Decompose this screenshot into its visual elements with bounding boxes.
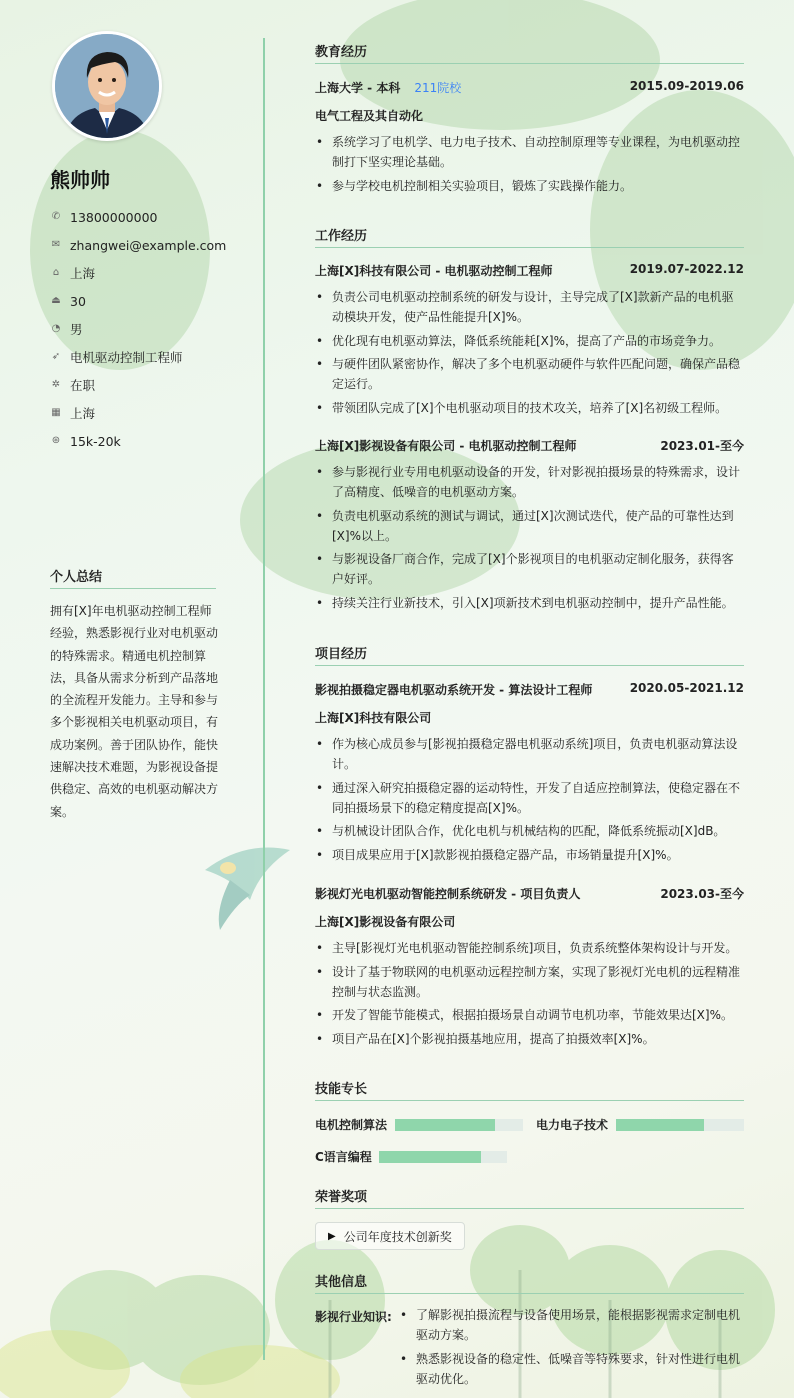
contact-phone xyxy=(50,203,226,231)
school-tag: 211院校 xyxy=(414,81,462,95)
list-item: • 项目产品在[X]个影视拍摄基地应用，提高了拍摄效率[X]%。 xyxy=(315,1029,744,1049)
job-row xyxy=(315,437,744,454)
skill-bar xyxy=(395,1119,523,1131)
skill-item xyxy=(536,1116,744,1133)
job-heading: 上海[X]科技有限公司 - 电机驱动控制工程师 xyxy=(315,264,553,278)
skill-name: 电机控制算法 xyxy=(315,1118,388,1132)
skill-bar-fill xyxy=(395,1119,495,1131)
list-item: • 开发了智能节能模式，根据拍摄场景自动调节电机功率，节能效果达[X]%。 xyxy=(315,1005,744,1025)
project-period: 2023.03-至今 xyxy=(660,887,744,901)
contact-text: 13800000000 xyxy=(70,209,158,225)
play-icon: ▶ xyxy=(328,1230,336,1242)
contact-text: zhangwei@example.com xyxy=(70,237,227,253)
skill-bar xyxy=(379,1151,507,1163)
list-item: • 参与学校电机控制相关实验项目，锻炼了实践操作能力。 xyxy=(315,176,744,196)
project-company: 上海[X]科技有限公司 xyxy=(315,711,432,725)
skills-title: 技能专长 xyxy=(315,1078,744,1101)
job-bullets xyxy=(315,287,744,421)
other-bullets xyxy=(399,1305,744,1392)
skill-item xyxy=(315,1116,523,1133)
contact-status xyxy=(50,371,226,399)
list-item: • 了解影视拍摄流程与设备使用场景，能根据影视需求定制电机驱动方案。 xyxy=(399,1305,744,1345)
skill-name: 电力电子技术 xyxy=(536,1118,609,1132)
list-item: • 系统学习了电机学、电力电子技术、自动控制原理等专业课程，为电机驱动控制打下坚实理论基础。 xyxy=(315,132,744,172)
gender-icon: ◔ xyxy=(51,323,61,334)
contact-text: 上海 xyxy=(70,406,96,421)
list-item: • 与机械设计团队合作，优化电机与机械结构的匹配，降低系统振动[X]dB。 xyxy=(315,821,744,841)
job-heading: 上海[X]影视设备有限公司 - 电机驱动控制工程师 xyxy=(315,439,577,453)
list-item: • 熟悉影视设备的稳定性、低噪音等特殊要求，针对性进行电机驱动优化。 xyxy=(399,1349,744,1389)
list-item: • 参与影视行业专用电机驱动设备的开发，针对影视拍摄场景的特殊需求，设计了高精度、低噪音的电机驱动方案。 xyxy=(315,462,744,502)
project-company: 上海[X]影视设备有限公司 xyxy=(315,915,456,929)
building-icon: ▦ xyxy=(51,407,61,418)
contact-text: 在职 xyxy=(70,378,96,393)
project-heading: 影视灯光电机驱动智能控制系统研发 - 项目负责人 xyxy=(315,887,581,901)
contact-text: 15k-20k xyxy=(70,433,121,449)
project-bullets xyxy=(315,938,744,1052)
home-icon: ⌂ xyxy=(52,267,60,278)
list-item: • 设计了基于物联网的电机驱动远程控制方案，实现了影视灯光电机的远程精准控制与状态监测。 xyxy=(315,962,744,1002)
project-bullets xyxy=(315,734,744,868)
avatar xyxy=(55,34,159,138)
award-toggle-button[interactable] xyxy=(315,1222,465,1250)
project-row xyxy=(315,681,744,698)
skill-bar xyxy=(616,1119,744,1131)
job-bullets xyxy=(315,462,744,616)
job-row xyxy=(315,262,744,279)
skill-bar-fill xyxy=(616,1119,704,1131)
list-item: • 与影视设备厂商合作，完成了[X]个影视项目的电机驱动定制化服务，获得客户好评。 xyxy=(315,549,744,589)
contact-list xyxy=(50,203,226,455)
status-icon: ✲ xyxy=(51,379,61,390)
list-item: • 作为核心成员参与[影视拍摄稳定器电机驱动系统]项目，负责电机驱动算法设计。 xyxy=(315,734,744,774)
skill-name: C语言编程 xyxy=(315,1150,372,1164)
list-item: • 通过深入研究拍摄稳定器的运动特性，开发了自适应控制算法，使稳定器在不同拍摄场景下的稳定精度提高[X]%。 xyxy=(315,778,744,818)
contact-age xyxy=(50,287,226,315)
project-heading: 影视拍摄稳定器电机驱动系统开发 - 算法设计工程师 xyxy=(315,683,593,697)
summary-text: 拥有[X]年电机驱动控制工程师经验，熟悉影视行业对电机驱动的特殊需求。精通电机控制算法，具备从需求分析到产品落地的全流程开发能力。主导和参与多个影视相关电机驱动项目，有成功案例。善于团队协作，能快速解决技术难题，为影视设备提供稳定、高效的电机驱动解决方案。 xyxy=(50,604,219,819)
list-item: • 负责公司电机驱动控制系统的研发与设计，主导完成了[X]款新产品的电机驱动模块开发，使产品性能提升[X]%。 xyxy=(315,287,744,327)
work-title: 工作经历 xyxy=(315,225,744,248)
list-item: • 优化现有电机驱动算法，降低系统能耗[X]%，提高了产品的市场竞争力。 xyxy=(315,331,744,351)
education-row xyxy=(315,79,744,96)
list-item: • 持续关注行业新技术，引入[X]项新技术到电机驱动控制中，提升产品性能。 xyxy=(315,593,744,613)
education-major: 电气工程及其自动化 xyxy=(315,109,424,123)
skill-bar-fill xyxy=(379,1151,481,1163)
avatar-portrait xyxy=(55,34,159,138)
list-item: • 主导[影视灯光电机驱动智能控制系统]项目，负责系统整体架构设计与开发。 xyxy=(315,938,744,958)
other-title: 其他信息 xyxy=(315,1271,744,1294)
contact-city xyxy=(50,259,226,287)
candidate-name: 熊帅帅 xyxy=(50,168,110,192)
contact-text: 男 xyxy=(70,322,83,337)
education-period: 2015.09-2019.06 xyxy=(629,79,744,93)
divider-line xyxy=(263,38,265,1360)
salary-icon: ⊛ xyxy=(51,435,61,446)
job-period: 2023.01-至今 xyxy=(660,439,744,453)
skill-item xyxy=(315,1148,507,1165)
list-item: • 带领团队完成了[X]个电机驱动项目的技术攻关，培养了[X]名初级工程师。 xyxy=(315,398,744,418)
award-label: 公司年度技术创新奖 xyxy=(343,1229,452,1244)
contact-gender xyxy=(50,315,226,343)
project-row xyxy=(315,885,744,902)
contact-text: 30 xyxy=(70,293,86,309)
avatar-frame xyxy=(52,31,162,141)
list-item: • 负责电机驱动系统的测试与调试，通过[X]次测试迭代，使产品的可靠性达到[X]%以上。 xyxy=(315,506,744,546)
contact-salary xyxy=(50,427,226,455)
phone-icon: ✆ xyxy=(51,211,61,222)
send-icon: ➶ xyxy=(51,351,61,362)
contact-text: 上海 xyxy=(70,266,96,281)
school-name: 上海大学 - 本科 xyxy=(315,81,401,95)
education-bullets xyxy=(315,132,744,199)
awards-title: 荣誉奖项 xyxy=(315,1186,744,1209)
contact-work-city xyxy=(50,399,226,427)
age-icon: ⏏ xyxy=(51,295,61,306)
contact-text: 电机驱动控制工程师 xyxy=(70,350,183,365)
list-item: • 与硬件团队紧密协作，解决了多个电机驱动硬件与软件匹配问题，确保产品稳定运行。 xyxy=(315,354,744,394)
project-period: 2020.05-2021.12 xyxy=(629,681,744,695)
contact-position xyxy=(50,343,226,371)
job-period: 2019.07-2022.12 xyxy=(629,262,744,276)
projects-title: 项目经历 xyxy=(315,643,744,666)
sidebar xyxy=(0,0,264,1398)
education-title: 教育经历 xyxy=(315,41,744,64)
other-label: 影视行业知识: xyxy=(315,1310,392,1324)
contact-email xyxy=(50,231,226,259)
list-item: • 项目成果应用于[X]款影视拍摄稳定器产品，市场销量提升[X]%。 xyxy=(315,845,744,865)
summary-title: 个人总结 xyxy=(50,566,216,589)
mail-icon: ✉ xyxy=(51,239,61,250)
